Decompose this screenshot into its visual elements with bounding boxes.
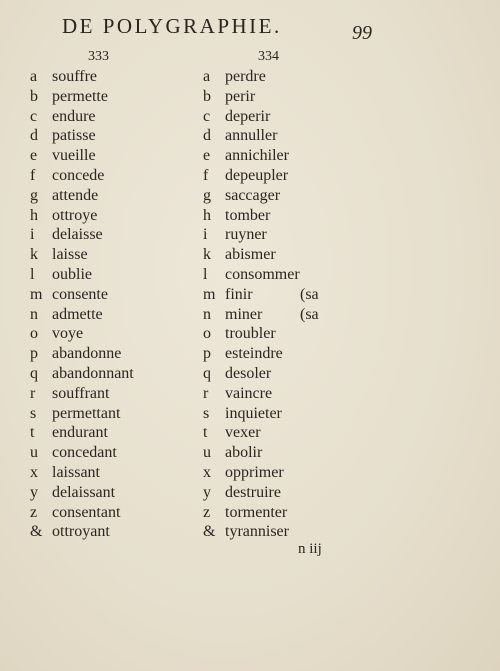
- row-word: vaincre: [225, 384, 273, 402]
- row-letter: b: [30, 87, 38, 105]
- table-row: [203, 384, 300, 404]
- table-row: [203, 166, 300, 186]
- table-row: [30, 166, 134, 186]
- table-row: [30, 364, 134, 384]
- row-letter: y: [30, 483, 38, 501]
- table-row: [203, 522, 300, 542]
- row-letter: n: [30, 305, 38, 323]
- row-letter: l: [30, 265, 35, 283]
- table-row: [30, 324, 134, 344]
- table-row: [203, 285, 300, 305]
- row-word: delaisse: [52, 226, 103, 244]
- row-letter: e: [203, 147, 211, 165]
- row-word: souffrant: [52, 384, 110, 402]
- row-word: tomber: [225, 206, 271, 224]
- row-word: vexer: [225, 424, 261, 442]
- row-word: delaissant: [52, 483, 116, 501]
- table-row: [203, 245, 300, 265]
- row-word: voye: [52, 325, 84, 343]
- row-word: deperir: [225, 107, 271, 125]
- row-word: endure: [52, 107, 96, 125]
- table-row: [30, 146, 134, 166]
- row-letter: q: [30, 364, 38, 382]
- row-word: depeupler: [225, 166, 289, 184]
- row-letter: g: [203, 186, 211, 204]
- row-letter: h: [30, 206, 38, 224]
- row-letter: k: [30, 246, 38, 264]
- table-row: [30, 206, 134, 226]
- row-letter: k: [203, 246, 211, 264]
- row-word: patisse: [52, 127, 96, 145]
- row-word: opprimer: [225, 463, 284, 481]
- table-row: [30, 67, 134, 87]
- row-word: destruire: [225, 483, 281, 501]
- row-word: endurant: [52, 424, 108, 442]
- row-letter: f: [203, 166, 209, 184]
- table-row: [30, 423, 134, 443]
- row-word: consente: [52, 285, 108, 303]
- table-row: [203, 344, 300, 364]
- margin-note: (sa: [300, 286, 319, 303]
- table-row: [30, 225, 134, 245]
- row-word: miner: [225, 305, 263, 323]
- margin-note: (sa: [300, 306, 319, 323]
- row-letter: r: [203, 384, 209, 402]
- row-word: annuller: [225, 127, 278, 145]
- table-row: [30, 305, 134, 325]
- table-row: [30, 285, 134, 305]
- row-word: permette: [52, 87, 108, 105]
- table-row: [30, 87, 134, 107]
- row-letter: t: [30, 424, 35, 442]
- row-word: laissant: [52, 463, 100, 481]
- table-row: [203, 265, 300, 285]
- row-letter: i: [30, 226, 35, 244]
- word-column-333: [30, 67, 134, 542]
- page-number: 99: [352, 22, 372, 44]
- table-row: [203, 443, 300, 463]
- column-number-334: 334: [258, 49, 279, 64]
- running-head: DE POLYGRAPHIE.: [62, 14, 282, 38]
- row-letter: i: [203, 226, 208, 244]
- table-row: [30, 107, 134, 127]
- table-row: [203, 225, 300, 245]
- table-row: [30, 126, 134, 146]
- row-letter: p: [30, 345, 38, 363]
- row-word: oublie: [52, 265, 92, 283]
- row-letter: m: [203, 285, 216, 303]
- row-word: desoler: [225, 364, 272, 382]
- word-column-334: [203, 67, 300, 542]
- table-row: [203, 146, 300, 166]
- row-letter: q: [203, 364, 211, 382]
- table-row: [30, 483, 134, 503]
- row-word: admette: [52, 305, 103, 323]
- row-letter: m: [30, 285, 43, 303]
- row-word: abolir: [225, 444, 263, 462]
- row-letter: z: [203, 503, 211, 521]
- table-row: [203, 305, 300, 325]
- row-word: abandonne: [52, 345, 122, 363]
- table-row: [30, 443, 134, 463]
- table-row: [30, 404, 134, 424]
- table-row: [30, 265, 134, 285]
- row-word: abismer: [225, 246, 276, 264]
- row-letter: c: [203, 107, 211, 125]
- row-word: troubler: [225, 325, 276, 343]
- table-row: [203, 503, 300, 523]
- table-row: [203, 364, 300, 384]
- row-word: vueille: [52, 147, 96, 165]
- row-letter: a: [30, 68, 38, 85]
- row-letter: &: [30, 523, 43, 541]
- row-letter: y: [203, 483, 211, 501]
- table-row: [203, 126, 300, 146]
- table-row: [30, 384, 134, 404]
- column-number-333: 333: [88, 49, 109, 64]
- table-row: [203, 67, 300, 87]
- table-row: [30, 463, 134, 483]
- row-word: ottroyant: [52, 523, 110, 541]
- row-letter: u: [203, 444, 211, 462]
- row-word: saccager: [225, 186, 281, 204]
- table-row: [203, 87, 300, 107]
- row-word: permettant: [52, 404, 121, 422]
- row-word: abandonnant: [52, 364, 134, 382]
- row-letter: x: [203, 463, 211, 481]
- table-row: [203, 107, 300, 127]
- row-word: consentant: [52, 503, 121, 521]
- row-word: annichiler: [225, 147, 289, 165]
- row-word: esteindre: [225, 345, 283, 363]
- row-letter: u: [30, 444, 38, 462]
- table-row: [203, 463, 300, 483]
- table-row: [30, 503, 134, 523]
- row-letter: z: [30, 503, 38, 521]
- row-letter: c: [30, 107, 38, 125]
- row-letter: r: [30, 384, 36, 402]
- row-letter: s: [30, 404, 37, 422]
- row-letter: d: [30, 127, 38, 145]
- row-word: perdre: [225, 68, 266, 85]
- table-row: [30, 522, 134, 542]
- table-row: [30, 344, 134, 364]
- row-letter: t: [203, 424, 208, 442]
- table-row: [203, 423, 300, 443]
- row-word: concedant: [52, 444, 117, 462]
- row-letter: f: [30, 166, 36, 184]
- table-row: [203, 186, 300, 206]
- row-letter: b: [203, 87, 211, 105]
- table-row: [203, 404, 300, 424]
- row-letter: a: [203, 68, 211, 85]
- table-row: [203, 206, 300, 226]
- row-word: souffre: [52, 68, 98, 85]
- row-word: ottroye: [52, 206, 98, 224]
- table-row: [203, 324, 300, 344]
- row-letter: o: [30, 325, 38, 343]
- row-letter: h: [203, 206, 211, 224]
- row-letter: d: [203, 127, 211, 145]
- row-letter: s: [203, 404, 210, 422]
- row-letter: n: [203, 305, 211, 323]
- row-word: laisse: [52, 246, 88, 264]
- row-letter: g: [30, 186, 38, 204]
- row-word: consommer: [225, 265, 300, 283]
- table-row: [203, 483, 300, 503]
- row-letter: p: [203, 345, 211, 363]
- table-row: [30, 245, 134, 265]
- row-letter: e: [30, 147, 38, 165]
- row-letter: l: [203, 265, 208, 283]
- row-letter: o: [203, 325, 211, 343]
- row-letter: &: [203, 523, 216, 541]
- row-word: concede: [52, 166, 105, 184]
- row-word: finir: [225, 285, 253, 303]
- row-word: ruyner: [225, 226, 267, 244]
- row-word: tyranniser: [225, 523, 289, 541]
- signature-mark: n iij: [298, 541, 322, 557]
- row-letter: x: [30, 463, 38, 481]
- row-word: attende: [52, 186, 99, 204]
- row-word: inquieter: [225, 404, 282, 422]
- row-word: perir: [225, 87, 256, 105]
- table-row: [30, 186, 134, 206]
- row-word: tormenter: [225, 503, 288, 521]
